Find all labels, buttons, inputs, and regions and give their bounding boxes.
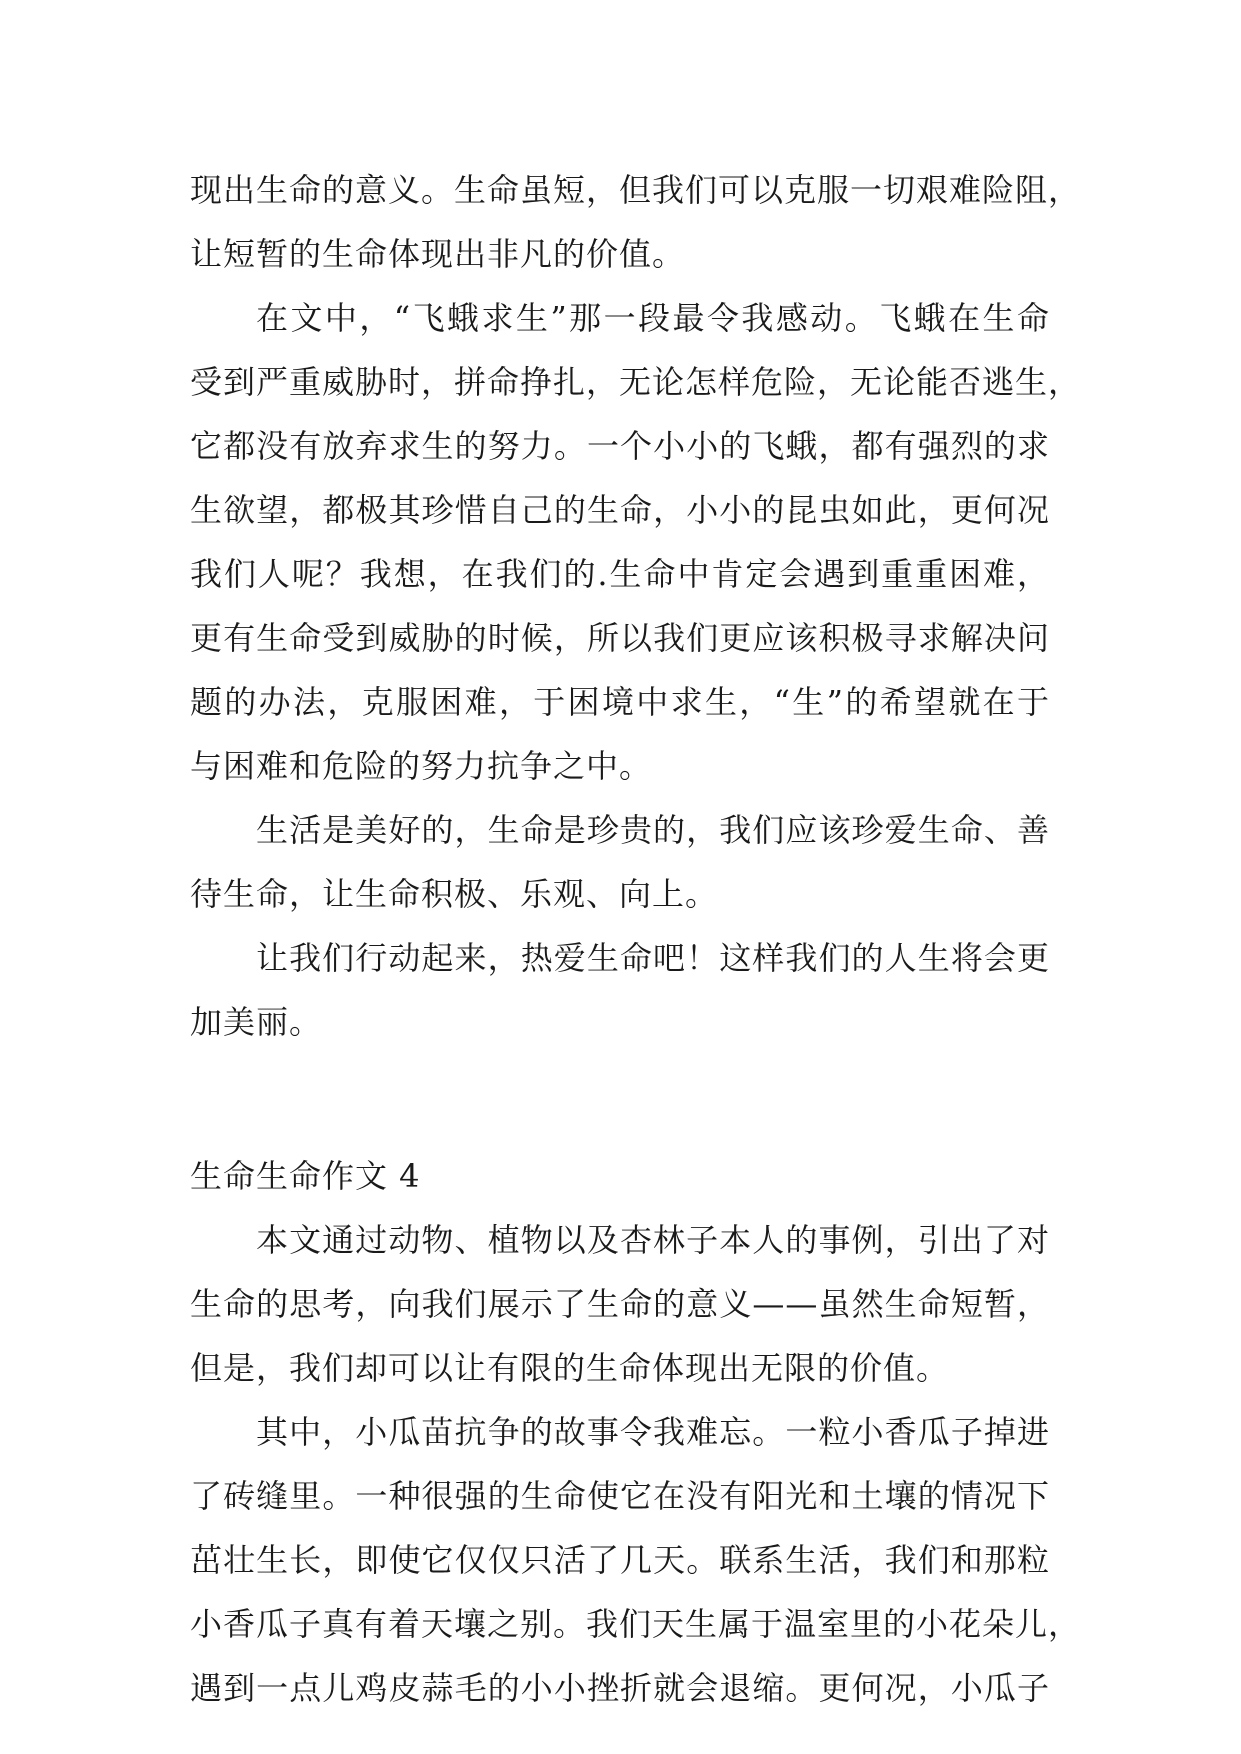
text-line: 遇到一点儿鸡皮蒜毛的小小挫折就会退缩。更何况，小瓜子 <box>190 1669 1050 1707</box>
text-line: 生欲望，都极其珍惜自己的生命，小小的昆虫如此，更何况 <box>190 491 1050 529</box>
text-line: 生命的思考，向我们展示了生命的意义——虽然生命短暂， <box>190 1285 1050 1323</box>
text-line: 待生命，让生命积极、乐观、向上。 <box>190 875 719 913</box>
paragraph-first-line: 让我们行动起来，热爱生命吧！这样我们的人生将会更 <box>256 939 1050 977</box>
paragraph-first-line: 其中，小瓜苗抗争的故事令我难忘。一粒小香瓜子掉进 <box>256 1413 1050 1451</box>
section-heading: 生命生命作文 4 <box>190 1157 421 1195</box>
text-line: 与困难和危险的努力抗争之中。 <box>190 747 653 785</box>
section-gap <box>190 1054 1050 1144</box>
text-line: 但是，我们却可以让有限的生命体现出无限的价值。 <box>190 1349 950 1387</box>
text-line: 现出生命的意义。生命虽短，但我们可以克服一切艰难险阻， <box>190 171 1082 209</box>
text-line: 了砖缝里。一种很强的生命使它在没有阳光和土壤的情况下 <box>190 1477 1050 1515</box>
text-line: 让短暂的生命体现出非凡的价值。 <box>190 235 686 273</box>
text-line: 受到严重威胁时，拼命挣扎，无论怎样危险，无论能否逃生， <box>190 363 1082 401</box>
text-line: 小香瓜子真有着天壤之别。我们天生属于温室里的小花朵儿， <box>190 1605 1082 1643</box>
text-line: 更有生命受到威胁的时候，所以我们更应该积极寻求解决问 <box>190 619 1050 657</box>
text-line: 我们人呢？我想，在我们的.生命中肯定会遇到重重困难， <box>190 555 1050 593</box>
paragraph-first-line: 本文通过动物、植物以及杏林子本人的事例，引出了对 <box>256 1221 1050 1259</box>
text-line: 题的办法，克服困难，于困境中求生，“生”的希望就在于 <box>190 683 1050 721</box>
paragraph-first-line: 生活是美好的，生命是珍贵的，我们应该珍爱生命、善 <box>256 811 1050 849</box>
text-line: 加美丽。 <box>190 1003 323 1041</box>
text-line: 茁壮生长，即使它仅仅只活了几天。联系生活，我们和那粒 <box>190 1541 1050 1579</box>
paragraph-first-line: 在文中，“飞蛾求生”那一段最令我感动。飞蛾在生命 <box>256 299 1050 337</box>
text-line: 它都没有放弃求生的努力。一个小小的飞蛾，都有强烈的求 <box>190 427 1050 465</box>
body-text <box>190 158 1082 1720</box>
